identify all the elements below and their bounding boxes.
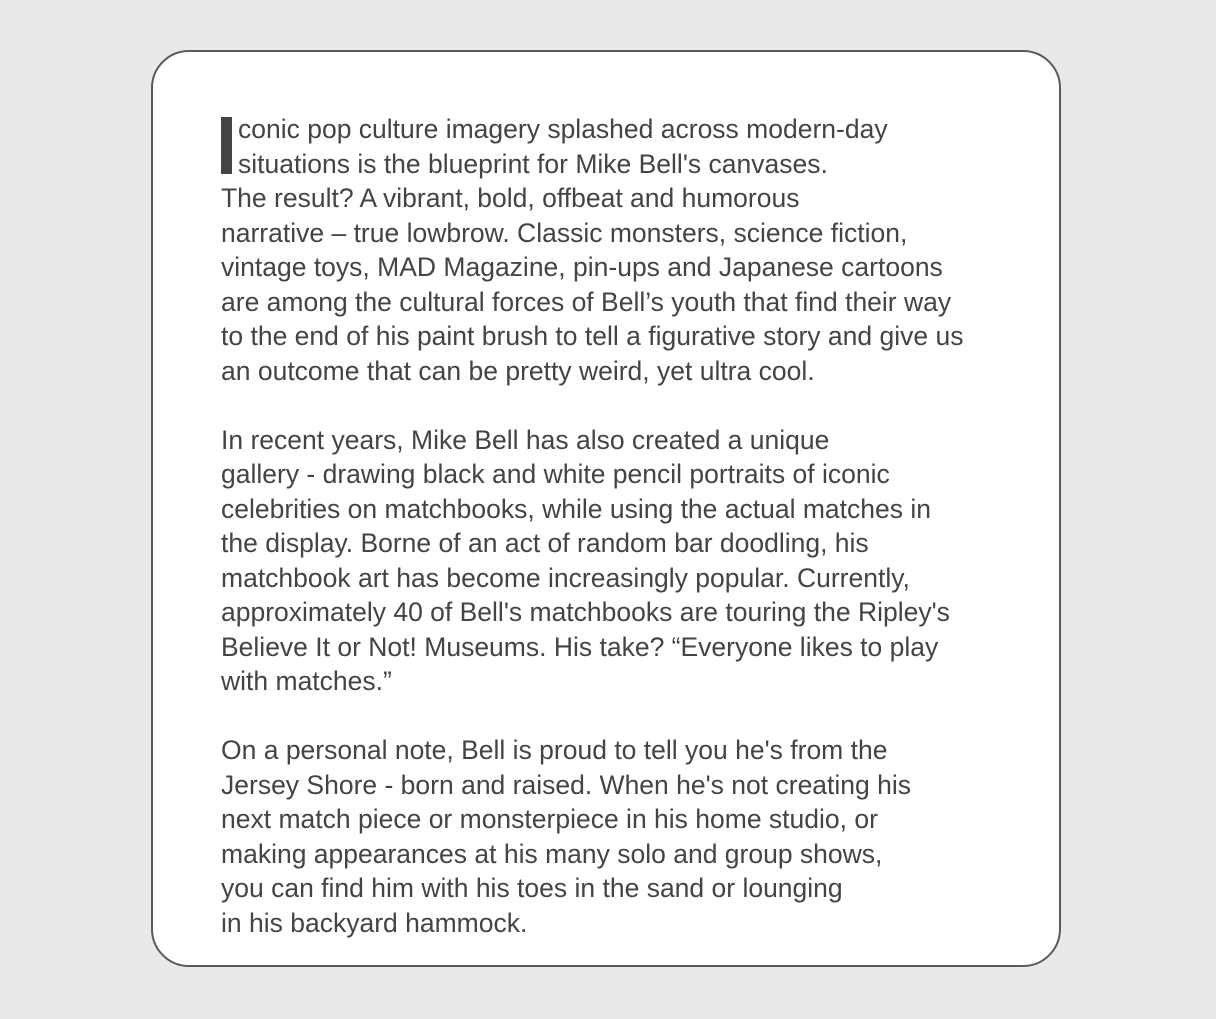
bio-line: an outcome that can be pretty weird, yet ultra cool. xyxy=(221,355,815,386)
bio-line-text: conic pop culture imagery splashed across modern-day xyxy=(238,114,888,144)
bio-line: with matches.” xyxy=(221,666,392,696)
bio-paragraph-3 xyxy=(221,733,1041,940)
bio-line: are among the cultural forces of Bell’s youth that find their way xyxy=(221,286,952,317)
bio-line: In recent years, Mike Bell has also created a unique xyxy=(221,424,830,455)
bio-line xyxy=(221,112,1041,147)
bio-line: to the end of his paint brush to tell a figurative story and give us xyxy=(221,321,964,351)
bio-line: Believe It or Not! Museums. His take? “Everyone likes to play xyxy=(221,631,939,662)
bio-line: situations is the blueprint for Mike Bell's canvases. xyxy=(238,148,828,179)
bio-line: celebrities on matchbooks, while using the actual matches in xyxy=(221,493,931,524)
bio-line: Jersey Shore - born and raised. When he's not creating his xyxy=(221,769,912,800)
bio-line: you can find him with his toes in the sand or lounging xyxy=(221,873,843,903)
bio-line: narrative – true lowbrow. Classic monsters, science fiction, xyxy=(221,217,908,248)
bio-line: the display. Borne of an act of random bar doodling, his xyxy=(221,528,869,558)
bio-line: The result? A vibrant, bold, offbeat and humorous xyxy=(221,183,800,213)
bio-line: vintage toys, MAD Magazine, pin-ups and Japanese cartoons xyxy=(221,252,943,282)
bio-card xyxy=(151,50,1061,967)
bio-line: gallery - drawing black and white pencil portraits of iconic xyxy=(221,459,890,489)
bio-paragraph-1 xyxy=(221,112,1041,388)
bio-line: making appearances at his many solo and group shows, xyxy=(221,838,883,869)
bio-text xyxy=(221,112,1041,940)
bio-line: On a personal note, Bell is proud to tell you he's from the xyxy=(221,735,888,765)
bio-line: approximately 40 of Bell's matchbooks are touring the Ripley's xyxy=(221,597,950,627)
bio-line: next match piece or monsterpiece in his home studio, or xyxy=(221,804,878,834)
bio-line: in his backyard hammock. xyxy=(221,907,528,938)
bio-line: matchbook art has become increasingly popular. Currently, xyxy=(221,562,910,593)
bio-paragraph-2 xyxy=(221,423,1041,699)
